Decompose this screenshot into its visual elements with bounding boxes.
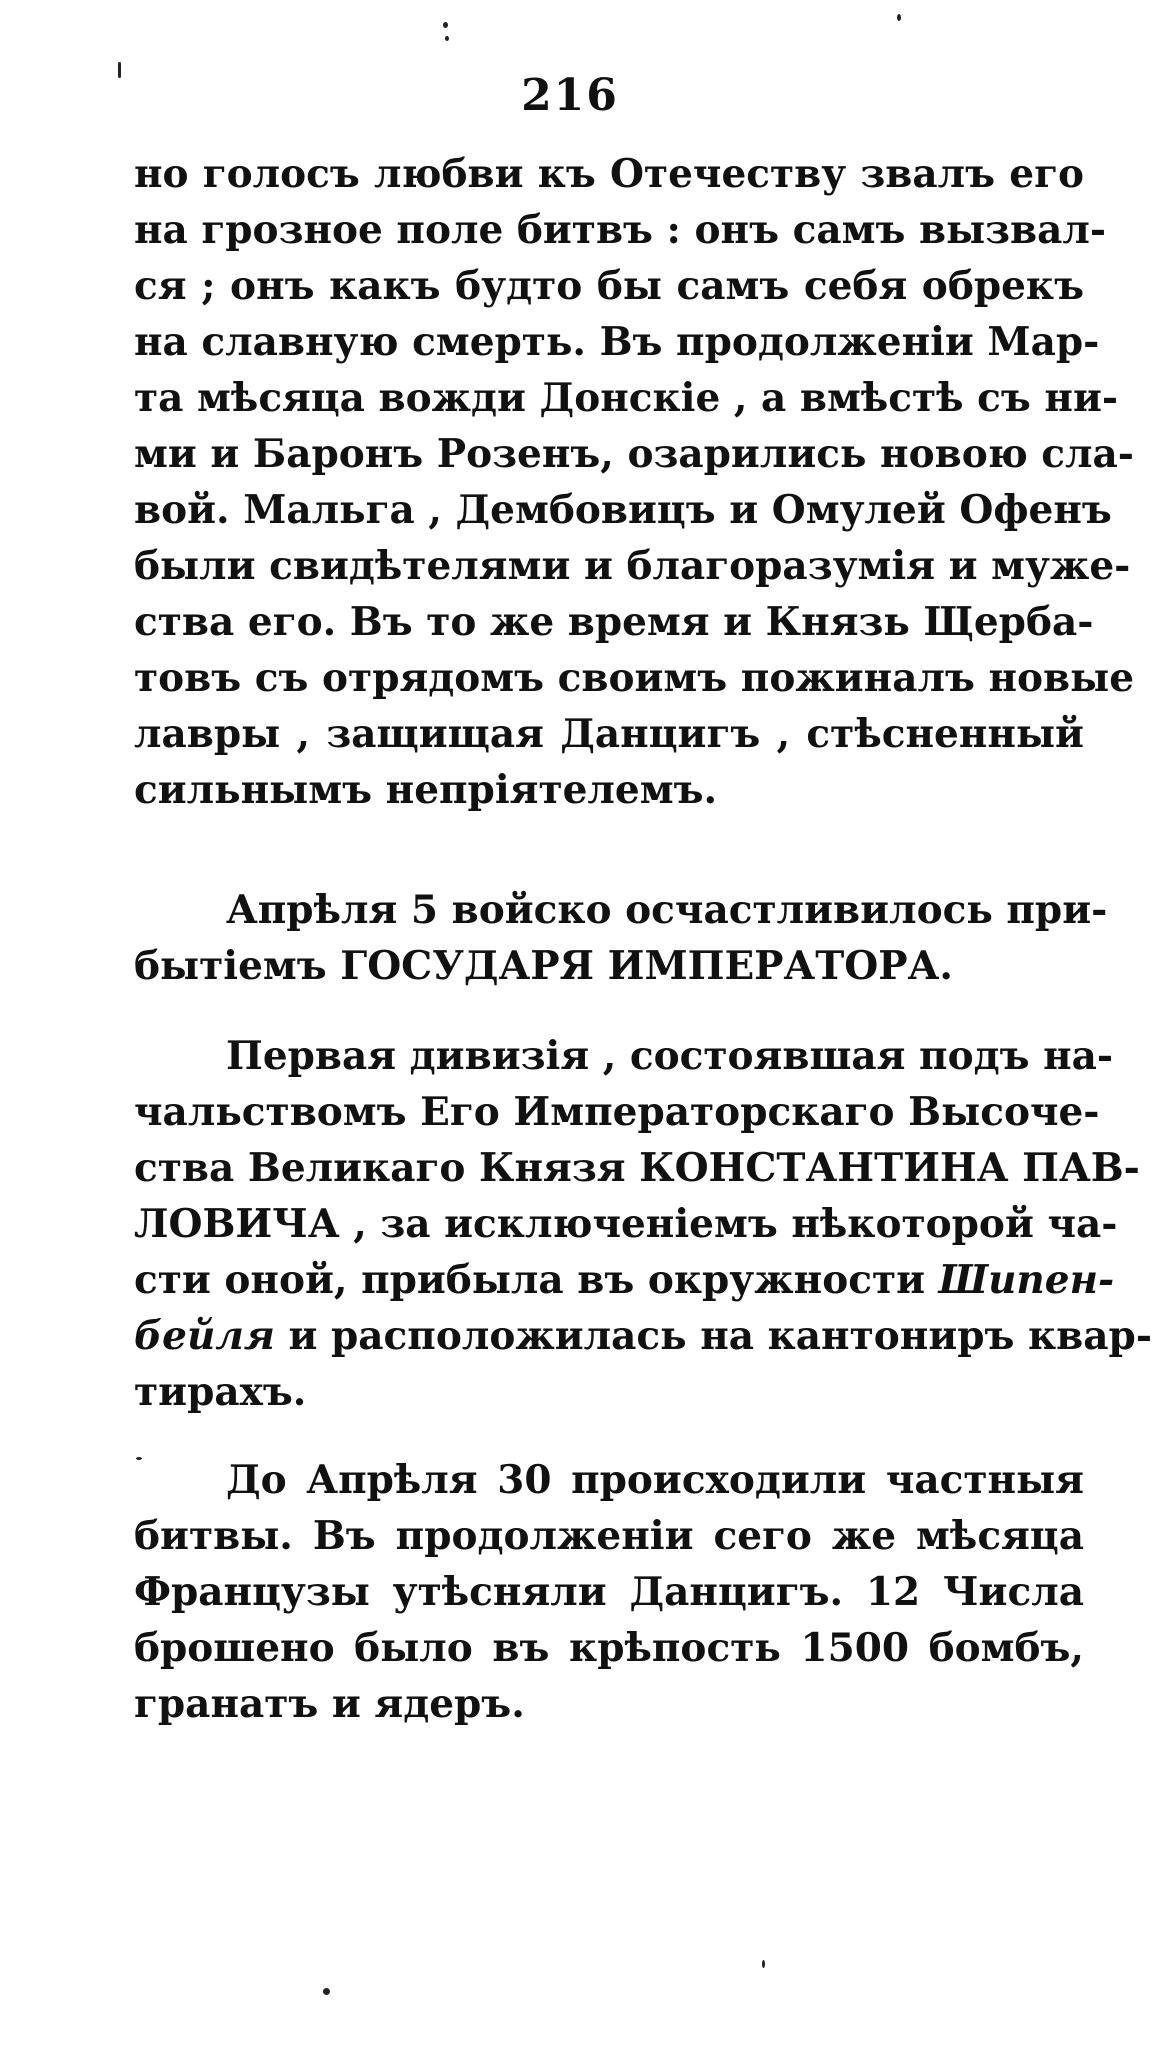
paragraph-3: [134, 1028, 1152, 1420]
scan-speck: [323, 1988, 330, 1995]
scan-speck: [762, 1960, 765, 1968]
text-line: лавры , защищая Данцигъ , стѣсненный: [134, 711, 1084, 757]
paragraph-1: [134, 146, 1135, 818]
scan-speck: [443, 22, 448, 28]
text-line: тирахъ.: [134, 1369, 307, 1415]
text-line: ми и Баронъ Розенъ, озарились новою сла-: [134, 431, 1134, 477]
text-line: Французы утѣсняли Данцигъ. 12 Числа: [134, 1569, 1084, 1615]
text-line: были свидѣтелями и благоразумія и муже-: [134, 543, 1131, 589]
text-line-part: сти оной, прибыла въ окружности: [134, 1257, 926, 1303]
text-line: ся ; онъ какъ будто бы самъ себя обрекъ: [134, 263, 1084, 309]
text-line: но голосъ любви къ Отечеству звалъ его: [134, 151, 1084, 197]
text-line: До Апрѣля 30 происходили частныя: [226, 1457, 1084, 1503]
text-line: на славную смерть. Въ продолженіи Мар-: [134, 319, 1100, 365]
text-line: брошено было въ крѣпость 1500 бомбъ,: [134, 1625, 1084, 1671]
text-line: та мѣсяца вожди Донскіе , а вмѣстѣ съ ни-: [134, 375, 1119, 421]
scan-speck: [897, 14, 901, 21]
text-line: сильнымъ непріятелемъ.: [134, 767, 718, 813]
paragraph-2: [134, 882, 1108, 994]
text-line: Первая дивизія , состоявшая подъ на-: [226, 1033, 1114, 1079]
scan-speck: [118, 62, 121, 78]
text-line: на грозное поле битвъ : онъ самъ вызвал-: [134, 207, 1107, 253]
text-line: битвы. Въ продолженіи сего же мѣсяца: [134, 1513, 1084, 1559]
page-number: 216: [521, 70, 619, 121]
text-line: ства Великаго Князя КОНСТАНТИНА ПАВ-: [134, 1145, 1140, 1191]
text-line: бытіемъ ГОСУДАРЯ ИМПЕРАТОРА.: [134, 943, 953, 989]
text-line: [134, 1308, 1152, 1364]
italic-place-name: бейля: [134, 1313, 275, 1359]
text-line: гранатъ и ядеръ.: [134, 1681, 525, 1727]
text-line: Апрѣля 5 войско осчастливилось при-: [226, 887, 1108, 933]
text-line: ЛОВИЧА , за исключеніемъ нѣкоторой ча-: [134, 1201, 1118, 1247]
text-line: вой. Мальга , Дембовицъ и Омулей Офенъ: [134, 487, 1112, 533]
scan-speck: [445, 36, 449, 41]
text-line-part: и расположилась на кантониръ квар-: [288, 1313, 1152, 1359]
text-line: товъ съ отрядомъ своимъ пожиналъ новые: [134, 655, 1135, 701]
italic-place-name: Шипен-: [938, 1257, 1115, 1303]
paragraph-4: [134, 1452, 1084, 1732]
text-line: [134, 1252, 1115, 1308]
text-line: чальствомъ Его Императорскаго Высоче-: [134, 1089, 1100, 1135]
scan-speck: [136, 1457, 142, 1460]
text-line: ства его. Въ то же время и Князь Щерба-: [134, 599, 1094, 645]
